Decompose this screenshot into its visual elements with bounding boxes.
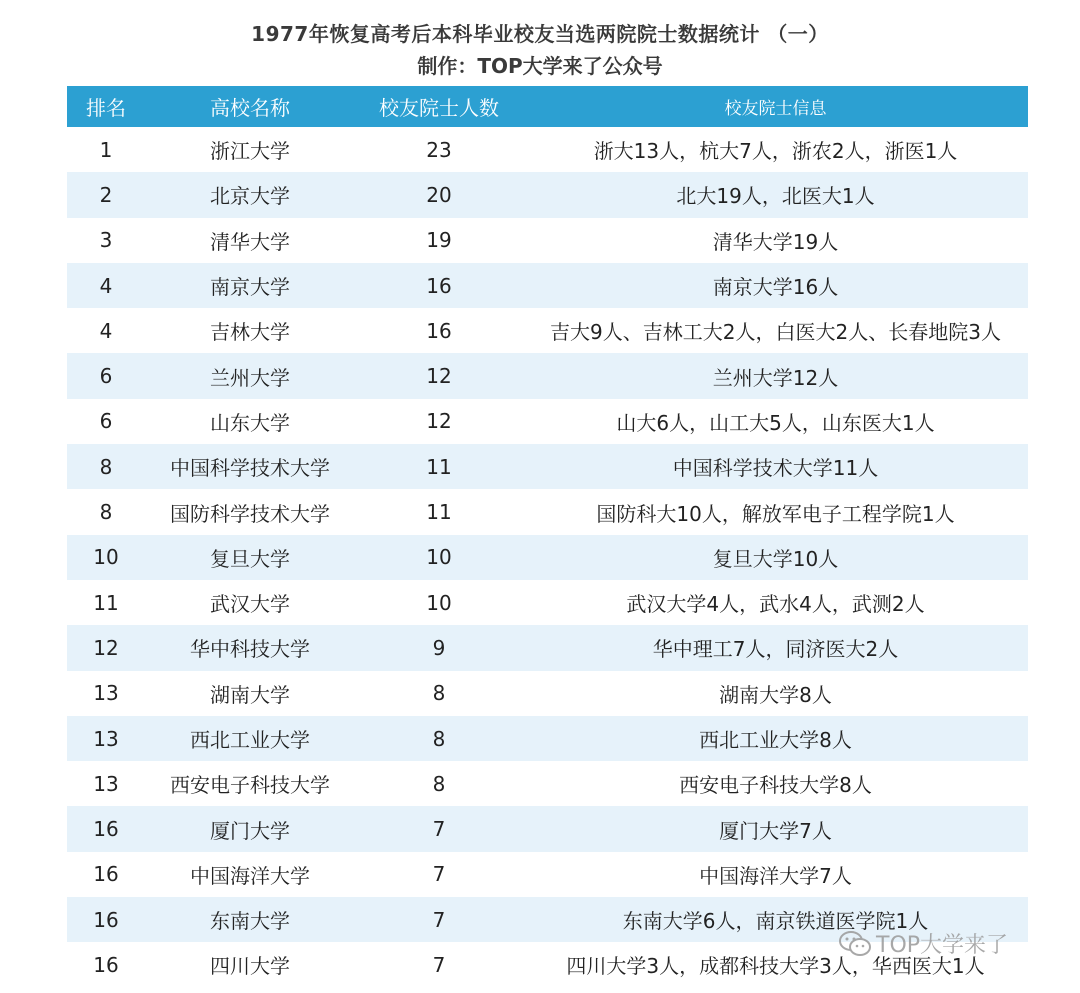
rank-cell: 13 xyxy=(67,761,145,806)
page-title: 1977年恢复高考后本科毕业校友当选两院院士数据统计 （一） xyxy=(251,22,829,46)
watermark xyxy=(838,928,1008,959)
rank-cell: 4 xyxy=(67,263,145,308)
rank-cell: 13 xyxy=(67,671,145,716)
rank-cell: 10 xyxy=(67,535,145,580)
count-cell: 8 xyxy=(355,671,523,716)
count-cell: 7 xyxy=(355,897,523,942)
table-body xyxy=(67,127,1028,988)
info-cell: 兰州大学12人 xyxy=(523,353,1028,398)
rank-cell: 11 xyxy=(67,580,145,625)
header-info: 校友院士信息 xyxy=(523,86,1028,127)
watermark-text: TOP大学来了 xyxy=(876,933,1009,958)
info-cell: 中国海洋大学7人 xyxy=(523,852,1028,897)
university-cell: 西安电子科技大学 xyxy=(145,761,355,806)
count-cell: 7 xyxy=(355,806,523,851)
rank-cell: 4 xyxy=(67,308,145,353)
table-row xyxy=(67,535,1028,580)
table-row xyxy=(67,580,1028,625)
info-cell: 武汉大学4人，武水4人，武测2人 xyxy=(523,580,1028,625)
count-cell: 11 xyxy=(355,444,523,489)
academician-table xyxy=(67,86,1028,988)
table-row xyxy=(67,263,1028,308)
table-row xyxy=(67,806,1028,851)
university-cell: 山东大学 xyxy=(145,399,355,444)
university-cell: 中国海洋大学 xyxy=(145,852,355,897)
rank-cell: 6 xyxy=(67,353,145,398)
university-cell: 清华大学 xyxy=(145,218,355,263)
rank-cell: 16 xyxy=(67,806,145,851)
info-cell: 清华大学19人 xyxy=(523,218,1028,263)
university-cell: 中国科学技术大学 xyxy=(145,444,355,489)
count-cell: 7 xyxy=(355,852,523,897)
table-row xyxy=(67,444,1028,489)
info-cell: 浙大13人，杭大7人，浙农2人，浙医1人 xyxy=(523,127,1028,172)
table-row xyxy=(67,489,1028,534)
info-cell: 北大19人，北医大1人 xyxy=(523,172,1028,217)
count-cell: 9 xyxy=(355,625,523,670)
count-cell: 12 xyxy=(355,353,523,398)
info-cell: 厦门大学7人 xyxy=(523,806,1028,851)
header-rank: 排名 xyxy=(67,86,145,127)
rank-cell: 8 xyxy=(67,444,145,489)
rank-cell: 3 xyxy=(67,218,145,263)
count-cell: 8 xyxy=(355,716,523,761)
wechat-icon xyxy=(838,930,872,958)
count-cell: 8 xyxy=(355,761,523,806)
table-row xyxy=(67,852,1028,897)
count-cell: 11 xyxy=(355,489,523,534)
table-row xyxy=(67,218,1028,263)
rank-cell: 2 xyxy=(67,172,145,217)
count-cell: 19 xyxy=(355,218,523,263)
table-row xyxy=(67,716,1028,761)
count-cell: 7 xyxy=(355,942,523,987)
count-cell: 16 xyxy=(355,263,523,308)
university-cell: 华中科技大学 xyxy=(145,625,355,670)
info-cell: 华中理工7人，同济医大2人 xyxy=(523,625,1028,670)
university-cell: 湖南大学 xyxy=(145,671,355,716)
rank-cell: 13 xyxy=(67,716,145,761)
count-cell: 20 xyxy=(355,172,523,217)
count-cell: 10 xyxy=(355,535,523,580)
university-cell: 东南大学 xyxy=(145,897,355,942)
university-cell: 北京大学 xyxy=(145,172,355,217)
rank-cell: 8 xyxy=(67,489,145,534)
rank-cell: 6 xyxy=(67,399,145,444)
info-cell: 湖南大学8人 xyxy=(523,671,1028,716)
university-cell: 兰州大学 xyxy=(145,353,355,398)
university-cell: 浙江大学 xyxy=(145,127,355,172)
info-cell: 国防科大10人，解放军电子工程学院1人 xyxy=(523,489,1028,534)
table-row xyxy=(67,761,1028,806)
info-cell: 复旦大学10人 xyxy=(523,535,1028,580)
table-row xyxy=(67,308,1028,353)
info-cell: 山大6人，山工大5人，山东医大1人 xyxy=(523,399,1028,444)
count-cell: 12 xyxy=(355,399,523,444)
info-cell: 西北工业大学8人 xyxy=(523,716,1028,761)
rank-cell: 12 xyxy=(67,625,145,670)
count-cell: 23 xyxy=(355,127,523,172)
table-header-row xyxy=(67,86,1028,127)
table-row xyxy=(67,625,1028,670)
rank-cell: 16 xyxy=(67,942,145,987)
table-row xyxy=(67,172,1028,217)
page-subtitle: 制作：TOP大学来了公众号 xyxy=(417,54,663,78)
table-row xyxy=(67,671,1028,716)
university-cell: 西北工业大学 xyxy=(145,716,355,761)
info-cell: 中国科学技术大学11人 xyxy=(523,444,1028,489)
rank-cell: 16 xyxy=(67,852,145,897)
university-cell: 南京大学 xyxy=(145,263,355,308)
university-cell: 复旦大学 xyxy=(145,535,355,580)
info-cell: 南京大学16人 xyxy=(523,263,1028,308)
table-row xyxy=(67,127,1028,172)
university-cell: 四川大学 xyxy=(145,942,355,987)
info-cell: 吉大9人、吉林工大2人，白医大2人、长春地院3人 xyxy=(523,308,1028,353)
rank-cell: 1 xyxy=(67,127,145,172)
table-row xyxy=(67,399,1028,444)
rank-cell: 16 xyxy=(67,897,145,942)
university-cell: 武汉大学 xyxy=(145,580,355,625)
header-count: 校友院士人数 xyxy=(355,86,523,127)
info-cell: 四川大学3人，成都科技大学3人，华西医大1人 xyxy=(523,942,1028,987)
header-university: 高校名称 xyxy=(145,86,355,127)
university-cell: 国防科学技术大学 xyxy=(145,489,355,534)
university-cell: 厦门大学 xyxy=(145,806,355,851)
info-cell: 西安电子科技大学8人 xyxy=(523,761,1028,806)
info-cell: 东南大学6人，南京铁道医学院1人 xyxy=(523,897,1028,942)
university-cell: 吉林大学 xyxy=(145,308,355,353)
count-cell: 10 xyxy=(355,580,523,625)
count-cell: 16 xyxy=(355,308,523,353)
table-row xyxy=(67,353,1028,398)
